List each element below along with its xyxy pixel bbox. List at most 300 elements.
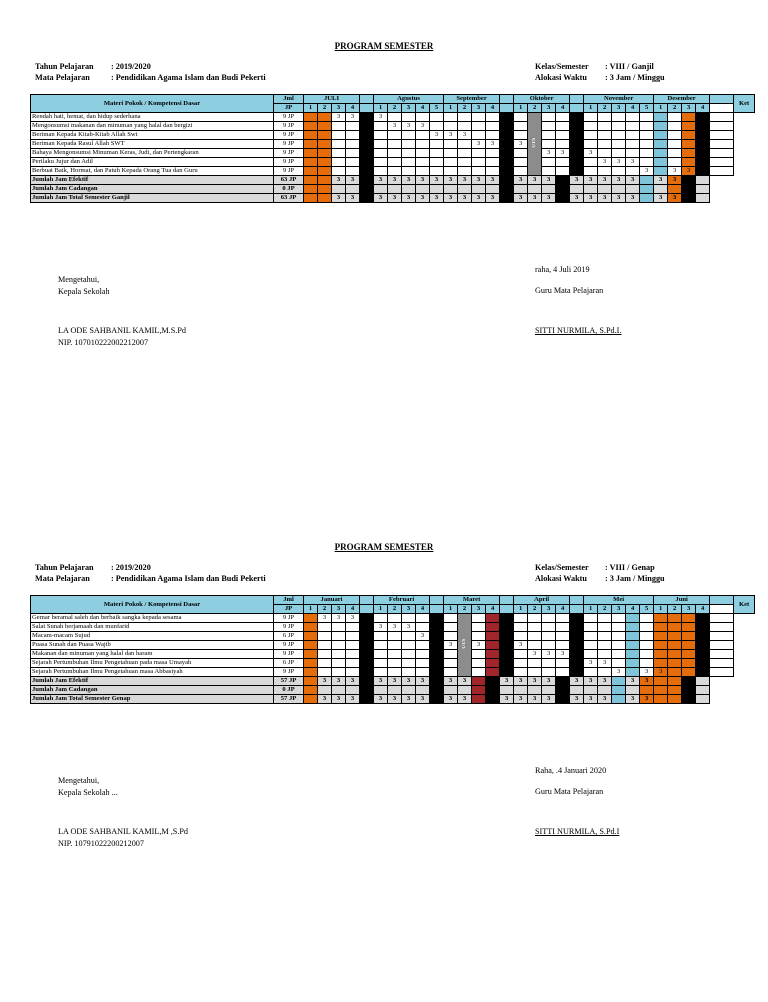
- week-cell: [486, 650, 500, 659]
- semester-ganjil-section: [0, 0, 768, 500]
- week-cell: [486, 686, 500, 695]
- week-header: 2: [528, 605, 542, 614]
- table-row: [31, 113, 755, 122]
- week-cell: [640, 632, 654, 641]
- jp-cell: 9 JP: [274, 122, 304, 131]
- meta-left: [35, 61, 266, 83]
- week-cell: [626, 113, 640, 122]
- week-cell: [458, 149, 472, 158]
- week-header: 4: [626, 605, 640, 614]
- week-cell: [542, 185, 556, 194]
- week-cell: [304, 167, 318, 176]
- week-cell: [388, 140, 402, 149]
- week-cell: [346, 632, 360, 641]
- tahun-label: Tahun Pelajaran: [35, 62, 94, 71]
- guru-role: Guru Mata Pelajaran: [535, 787, 604, 796]
- week-cell: [304, 158, 318, 167]
- week-cell: [304, 695, 318, 704]
- week-cell: 3: [640, 167, 654, 176]
- week-cell: [416, 686, 430, 695]
- materi-cell: Jumlah Jam Total Semester Ganjil: [31, 194, 274, 203]
- week-cell: 3: [472, 140, 486, 149]
- ket-cell: [710, 167, 734, 176]
- week-cell: [612, 614, 626, 623]
- week-cell: [682, 131, 696, 140]
- week-cell: [668, 668, 682, 677]
- week-cell: [668, 659, 682, 668]
- week-cell: 3: [402, 194, 416, 203]
- mapel-label: Mata Pelajaran: [35, 574, 90, 583]
- week-cell: 3: [514, 641, 528, 650]
- week-cell: [388, 185, 402, 194]
- week-cell: [304, 149, 318, 158]
- week-cell: 3: [402, 677, 416, 686]
- week-cell: 3: [626, 677, 640, 686]
- week-cell: [486, 614, 500, 623]
- week-header: 4: [416, 605, 430, 614]
- page-title: PROGRAM SEMESTER: [334, 542, 434, 552]
- week-cell: [318, 686, 332, 695]
- week-cell: 3: [612, 194, 626, 203]
- week-cell: [374, 131, 388, 140]
- week-cell: [388, 158, 402, 167]
- week-cell: [654, 167, 668, 176]
- table-row: [31, 623, 755, 632]
- signature-left: [58, 775, 118, 799]
- week-cell: [388, 641, 402, 650]
- signature-left-name: [58, 826, 188, 850]
- week-cell: [626, 149, 640, 158]
- jp-cell: 63 JP: [274, 194, 304, 203]
- week-cell: [416, 131, 430, 140]
- week-cell: 3: [514, 677, 528, 686]
- week-cell: [696, 113, 710, 122]
- week-cell: 3: [472, 194, 486, 203]
- week-header: 2: [598, 605, 612, 614]
- week-cell: [654, 686, 668, 695]
- week-cell: [542, 122, 556, 131]
- week-cell: [430, 686, 444, 695]
- week-cell: [360, 122, 374, 131]
- week-cell: [486, 695, 500, 704]
- week-cell: [654, 695, 668, 704]
- week-header: 1: [514, 605, 528, 614]
- week-cell: 3: [374, 113, 388, 122]
- week-cell: 3: [598, 695, 612, 704]
- semester-genap-section: [0, 501, 768, 1002]
- week-cell: [332, 158, 346, 167]
- week-cell: [416, 623, 430, 632]
- week-cell: [556, 668, 570, 677]
- materi-cell: Beriman Kepada Kitab-Kitab Allah Swt: [31, 131, 274, 140]
- month-header: Desember: [654, 95, 710, 104]
- week-cell: [416, 659, 430, 668]
- week-cell: 3: [430, 632, 444, 641]
- week-cell: [332, 641, 346, 650]
- week-cell: [556, 122, 570, 131]
- week-cell: [556, 614, 570, 623]
- ket-cell: [710, 650, 734, 659]
- week-cell: [360, 650, 374, 659]
- week-cell: [318, 167, 332, 176]
- week-cell: [696, 122, 710, 131]
- week-cell: [318, 650, 332, 659]
- week-cell: [486, 623, 500, 632]
- table-row: [31, 641, 755, 650]
- week-cell: 3: [416, 632, 430, 641]
- week-cell: [472, 149, 486, 158]
- week-cell: [472, 131, 486, 140]
- week-cell: [318, 176, 332, 185]
- week-cell: [388, 659, 402, 668]
- week-cell: [318, 185, 332, 194]
- ket-cell: [710, 641, 734, 650]
- week-cell: [654, 677, 668, 686]
- week-cell: [388, 614, 402, 623]
- week-cell: [318, 149, 332, 158]
- week-cell: 3: [374, 695, 388, 704]
- week-cell: 3: [640, 677, 654, 686]
- week-cell: [472, 122, 486, 131]
- week-cell: [668, 122, 682, 131]
- head-jp: JP: [274, 104, 304, 113]
- week-cell: [514, 650, 528, 659]
- week-header: 3: [472, 104, 486, 113]
- month-header: JULI: [304, 95, 360, 104]
- week-cell: [682, 176, 696, 185]
- week-cell: [598, 632, 612, 641]
- week-cell: [444, 158, 458, 167]
- table-row: [31, 650, 755, 659]
- week-cell: 3: [430, 194, 444, 203]
- week-cell: [402, 632, 416, 641]
- week-cell: [402, 614, 416, 623]
- week-cell: [668, 149, 682, 158]
- week-cell: [640, 140, 654, 149]
- week-cell: [360, 140, 374, 149]
- week-cell: [514, 131, 528, 140]
- week-cell: [332, 131, 346, 140]
- week-header: 3: [682, 104, 696, 113]
- summary-row: [31, 686, 755, 695]
- jp-cell: 9 JP: [274, 140, 304, 149]
- week-cell: [654, 113, 668, 122]
- week-cell: [696, 158, 710, 167]
- table-row: [31, 122, 755, 131]
- week-cell: [640, 623, 654, 632]
- page-title: PROGRAM SEMESTER: [334, 41, 434, 51]
- week-cell: [612, 122, 626, 131]
- week-cell: 3: [626, 176, 640, 185]
- week-cell: [570, 149, 584, 158]
- week-header: 1: [444, 605, 458, 614]
- table-row: [31, 167, 755, 176]
- table-row: [31, 158, 755, 167]
- month-header: September: [444, 95, 500, 104]
- week-cell: [500, 140, 514, 149]
- week-cell: [668, 614, 682, 623]
- week-header: 2: [318, 104, 332, 113]
- week-header: 1: [304, 605, 318, 614]
- table-row: [31, 632, 755, 641]
- week-cell: [682, 113, 696, 122]
- week-cell: [346, 185, 360, 194]
- week-cell: [668, 641, 682, 650]
- week-cell: [472, 659, 486, 668]
- week-cell: [654, 659, 668, 668]
- week-cell: 3: [486, 176, 500, 185]
- week-cell: [612, 140, 626, 149]
- week-cell: [598, 131, 612, 140]
- week-cell: [430, 641, 444, 650]
- week-cell: 3: [458, 194, 472, 203]
- week-cell: [444, 113, 458, 122]
- week-cell: [640, 113, 654, 122]
- week-cell: [458, 167, 472, 176]
- week-cell: [542, 686, 556, 695]
- week-cell: 3: [528, 650, 542, 659]
- week-cell: [318, 158, 332, 167]
- week-cell: [626, 623, 640, 632]
- week-cell: [668, 185, 682, 194]
- week-cell: [402, 668, 416, 677]
- week-cell: [332, 185, 346, 194]
- week-cell: [640, 149, 654, 158]
- ket-cell: [710, 140, 734, 149]
- week-cell: [304, 632, 318, 641]
- meta-left: [35, 562, 266, 584]
- week-cell: [360, 167, 374, 176]
- week-cell: [514, 158, 528, 167]
- week-cell: [430, 668, 444, 677]
- jp-cell: 9 JP: [274, 623, 304, 632]
- week-cell: [486, 632, 500, 641]
- week-header: 4: [556, 605, 570, 614]
- week-header: 1: [374, 104, 388, 113]
- week-header: 2: [668, 104, 682, 113]
- week-cell: [360, 677, 374, 686]
- week-cell: [416, 149, 430, 158]
- ket-cell: [696, 686, 710, 695]
- week-cell: [374, 122, 388, 131]
- week-cell: [598, 668, 612, 677]
- week-cell: 3: [458, 176, 472, 185]
- week-cell: 3: [584, 194, 598, 203]
- week-cell: [612, 623, 626, 632]
- week-cell: [402, 113, 416, 122]
- tahun-value: : 2019/2020: [111, 62, 151, 71]
- week-cell: [570, 623, 584, 632]
- week-cell: [696, 623, 710, 632]
- week-header: 2: [388, 104, 402, 113]
- week-cell: [304, 623, 318, 632]
- kepala-nip: NIP. 10791022200212007: [58, 839, 144, 848]
- week-cell: 3: [374, 176, 388, 185]
- week-cell: 3: [528, 677, 542, 686]
- week-cell: [472, 167, 486, 176]
- mengetahui-text: Mengetahui,: [58, 275, 100, 284]
- week-cell: [696, 614, 710, 623]
- week-cell: [360, 158, 374, 167]
- week-cell: [360, 659, 374, 668]
- week-cell: 3: [388, 194, 402, 203]
- week-cell: [304, 659, 318, 668]
- week-cell: [640, 641, 654, 650]
- ket-cell: [710, 623, 734, 632]
- week-cell: [682, 623, 696, 632]
- week-cell: [430, 122, 444, 131]
- week-cell: [682, 140, 696, 149]
- week-cell: 3: [612, 158, 626, 167]
- week-cell: [528, 632, 542, 641]
- guru-name: SITTI NURMILA, S.Pd.I: [535, 827, 620, 836]
- week-cell: 3: [444, 176, 458, 185]
- week-cell: [654, 158, 668, 167]
- week-cell: [598, 650, 612, 659]
- week-cell: 3: [346, 176, 360, 185]
- week-cell: [360, 149, 374, 158]
- week-header: 3: [542, 605, 556, 614]
- week-cell: [304, 614, 318, 623]
- week-cell: [374, 641, 388, 650]
- week-cell: [542, 167, 556, 176]
- week-cell: [444, 659, 458, 668]
- week-cell: [346, 650, 360, 659]
- week-cell: [570, 659, 584, 668]
- week-cell: [346, 140, 360, 149]
- summary-row: [31, 185, 755, 194]
- week-cell: [304, 122, 318, 131]
- week-cell: 3: [332, 614, 346, 623]
- week-cell: [598, 167, 612, 176]
- week-cell: [584, 686, 598, 695]
- week-cell: 3: [458, 677, 472, 686]
- week-cell: [430, 167, 444, 176]
- week-cell: [416, 614, 430, 623]
- week-cell: [570, 668, 584, 677]
- week-cell: [374, 632, 388, 641]
- jp-cell: 9 JP: [274, 149, 304, 158]
- week-cell: [332, 686, 346, 695]
- summary-row: [31, 176, 755, 185]
- week-cell: [556, 695, 570, 704]
- week-cell: [556, 659, 570, 668]
- week-cell: [654, 131, 668, 140]
- week-cell: [584, 641, 598, 650]
- week-cell: [696, 632, 710, 641]
- summary-row: [31, 695, 755, 704]
- week-cell: [612, 632, 626, 641]
- week-cell: 3: [654, 176, 668, 185]
- week-cell: [696, 650, 710, 659]
- week-cell: [584, 131, 598, 140]
- week-header: 4: [626, 104, 640, 113]
- week-cell: [598, 122, 612, 131]
- week-cell: [542, 641, 556, 650]
- week-cell: 3: [598, 194, 612, 203]
- week-cell: [472, 623, 486, 632]
- semester-table: [30, 595, 755, 704]
- week-header: 2: [318, 605, 332, 614]
- week-cell: 3: [332, 194, 346, 203]
- head-ket: Ket: [734, 596, 755, 614]
- week-cell: [332, 632, 346, 641]
- week-cell: 3: [570, 695, 584, 704]
- week-cell: [346, 167, 360, 176]
- week-cell: [682, 641, 696, 650]
- head-jml: Jml: [274, 596, 304, 605]
- week-cell: 3: [346, 677, 360, 686]
- week-cell: [388, 686, 402, 695]
- week-cell: [402, 149, 416, 158]
- week-cell: [696, 641, 710, 650]
- week-header: 1: [444, 104, 458, 113]
- week-cell: 3: [528, 695, 542, 704]
- week-header: [500, 104, 514, 113]
- week-cell: [626, 632, 640, 641]
- week-cell: [556, 131, 570, 140]
- week-cell: 3: [640, 668, 654, 677]
- week-cell: [556, 176, 570, 185]
- week-cell: [402, 641, 416, 650]
- week-cell: [598, 113, 612, 122]
- week-cell: 3: [570, 194, 584, 203]
- week-header: 3: [612, 104, 626, 113]
- week-cell: [570, 641, 584, 650]
- week-cell: [682, 650, 696, 659]
- week-cell: [514, 149, 528, 158]
- week-cell: [332, 140, 346, 149]
- week-cell: 3: [598, 176, 612, 185]
- week-cell: [430, 158, 444, 167]
- week-cell: 3: [570, 677, 584, 686]
- week-cell: [612, 677, 626, 686]
- week-cell: [430, 614, 444, 623]
- week-cell: [542, 158, 556, 167]
- week-cell: 3: [374, 677, 388, 686]
- week-cell: [556, 686, 570, 695]
- week-cell: [374, 659, 388, 668]
- week-cell: [416, 641, 430, 650]
- week-cell: 3: [542, 650, 556, 659]
- week-cell: [472, 668, 486, 677]
- week-cell: [626, 650, 640, 659]
- head-jp: JP: [274, 605, 304, 614]
- week-cell: [570, 185, 584, 194]
- week-cell: [402, 167, 416, 176]
- week-cell: [556, 113, 570, 122]
- week-cell: [556, 632, 570, 641]
- tahun-label: Tahun Pelajaran: [35, 563, 94, 572]
- week-cell: [486, 641, 500, 650]
- week-cell: [584, 122, 598, 131]
- week-header: 1: [654, 605, 668, 614]
- week-cell: [626, 641, 640, 650]
- ket-cell: [710, 659, 734, 668]
- week-cell: [388, 149, 402, 158]
- week-cell: [682, 677, 696, 686]
- ket-cell: [696, 695, 710, 704]
- week-cell: [598, 140, 612, 149]
- week-cell: [346, 131, 360, 140]
- week-cell: [514, 668, 528, 677]
- week-cell: [444, 632, 458, 641]
- week-cell: [654, 122, 668, 131]
- week-cell: 3: [626, 158, 640, 167]
- week-cell: [360, 695, 374, 704]
- week-cell: [458, 140, 472, 149]
- jp-cell: 9 JP: [274, 113, 304, 122]
